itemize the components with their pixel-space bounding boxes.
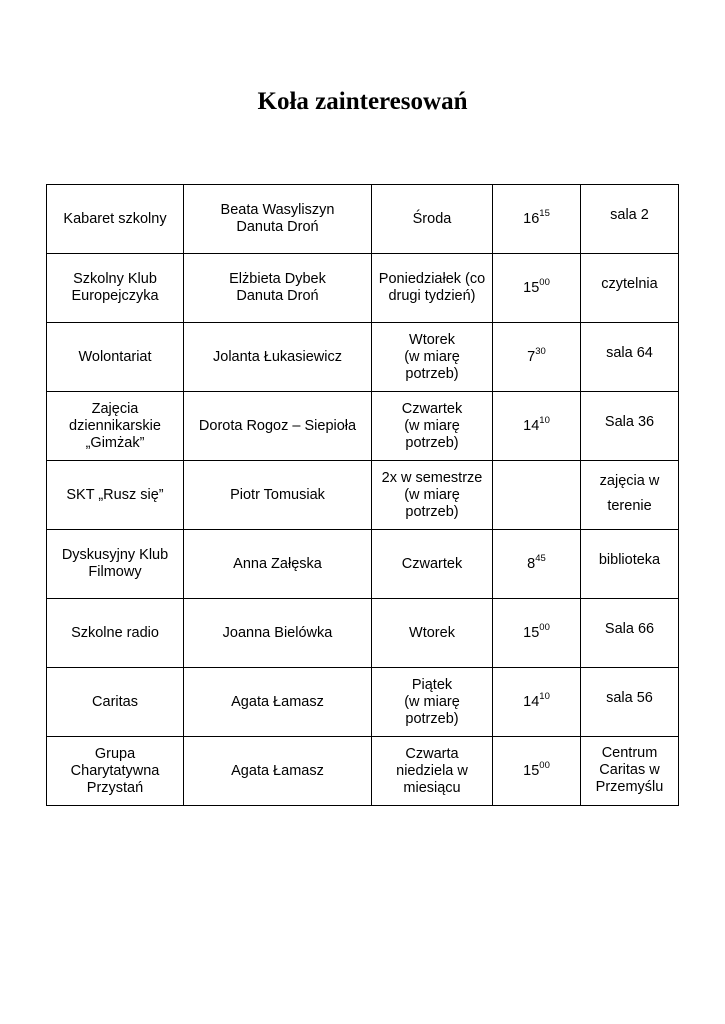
schedule-table <box>46 184 679 806</box>
day-cell-line: (w miarę <box>404 417 460 434</box>
leaders-cell-line: Agata Łamasz <box>231 762 324 779</box>
club-name-cell <box>47 323 184 392</box>
time-cell <box>493 461 581 530</box>
day-cell-line: Czwartek <box>401 555 463 572</box>
day-cell-line: Środa <box>412 210 452 227</box>
day-cell-line: Piątek <box>411 676 453 693</box>
leaders-cell-line: Anna Załęska <box>233 555 322 572</box>
day-cell-line: niedziela w <box>396 762 468 779</box>
room-cell-line: sala 2 <box>610 207 649 223</box>
room-cell-line: zajęcia w <box>599 473 660 489</box>
day-cell-line: 2x w semestrze <box>381 469 483 486</box>
leaders-cell-line: Danuta Droń <box>236 219 319 235</box>
club-name-cell <box>47 461 184 530</box>
club-name-cell-line: Zajęcia <box>91 400 139 417</box>
day-cell-line: (w miarę <box>404 693 460 710</box>
day-cell-line: Wtorek <box>409 624 455 641</box>
time-cell <box>493 668 581 737</box>
club-name-cell-line: Caritas <box>92 693 138 710</box>
day-cell <box>372 668 493 737</box>
leaders-cell <box>184 668 372 737</box>
day-cell-line: (w miarę <box>404 348 460 365</box>
club-name-cell-line: SKT „Rusz się” <box>66 486 164 503</box>
leaders-cell <box>184 737 372 806</box>
room-cell-line: Caritas w <box>599 762 660 778</box>
time-hour: 14 <box>523 693 540 710</box>
club-name-cell-line: Wolontariat <box>78 348 152 365</box>
club-name-cell-line: Dyskusyjny Klub <box>61 547 169 563</box>
time-cell <box>493 530 581 599</box>
club-name-cell <box>47 392 184 461</box>
leaders-cell-line: Danuta Droń <box>236 288 319 304</box>
club-name-cell-line: Szkolny Klub <box>73 271 157 287</box>
time-cell <box>493 392 581 461</box>
day-cell-line: Wtorek <box>409 331 455 348</box>
table-row <box>47 530 679 599</box>
room-cell-line: terenie <box>607 498 652 514</box>
leaders-cell <box>184 530 372 599</box>
room-cell-line: Przemyślu <box>595 779 664 795</box>
room-cell <box>581 185 679 254</box>
leaders-cell <box>184 323 372 392</box>
time-minutes: 30 <box>535 345 546 357</box>
leaders-cell-line: Piotr Tomusiak <box>230 486 325 503</box>
leaders-cell <box>184 599 372 668</box>
time-hour: 8 <box>527 555 536 572</box>
room-cell <box>581 254 679 323</box>
room-cell <box>581 599 679 668</box>
room-cell-line: Centrum <box>601 745 658 761</box>
day-cell-line: potrzeb) <box>405 503 459 520</box>
room-cell <box>581 668 679 737</box>
room-cell <box>581 530 679 599</box>
club-name-cell-line: Charytatywna <box>70 762 160 779</box>
day-cell-line: potrzeb) <box>405 365 459 382</box>
time-hour: 15 <box>523 624 540 641</box>
club-name-cell-line: Europejczyka <box>71 288 159 304</box>
time-hour: 15 <box>523 279 540 296</box>
time-cell <box>493 599 581 668</box>
time-hour: 15 <box>523 762 540 779</box>
day-cell <box>372 599 493 668</box>
room-cell <box>581 323 679 392</box>
club-name-cell <box>47 599 184 668</box>
club-name-cell-line: Kabaret szkolny <box>63 210 167 227</box>
schedule-body <box>47 185 679 806</box>
table-row <box>47 461 679 530</box>
day-cell-line: miesiącu <box>403 779 461 796</box>
day-cell <box>372 392 493 461</box>
time-minutes: 00 <box>539 276 550 288</box>
table-row <box>47 392 679 461</box>
time-hour: 7 <box>527 348 536 365</box>
day-cell-line: drugi tydzień) <box>388 288 476 304</box>
table-row <box>47 599 679 668</box>
time-cell <box>493 254 581 323</box>
club-name-cell-line: dziennikarskie <box>69 417 161 434</box>
day-cell-line: potrzeb) <box>405 710 459 727</box>
day-cell <box>372 323 493 392</box>
table-row <box>47 254 679 323</box>
table-row <box>47 668 679 737</box>
club-name-cell-line: Filmowy <box>88 564 142 580</box>
club-name-cell-line: Grupa <box>94 745 136 762</box>
table-row <box>47 185 679 254</box>
time-minutes: 15 <box>539 207 550 219</box>
time-minutes: 00 <box>539 621 550 633</box>
club-name-cell <box>47 530 184 599</box>
page-title: Koła zainteresowań <box>257 88 468 115</box>
room-cell-line: biblioteka <box>598 552 661 568</box>
leaders-cell-line: Beata Wasyliszyn <box>220 202 335 218</box>
time-hour: 16 <box>523 210 540 227</box>
club-name-cell-line: „Gimżak” <box>85 434 145 451</box>
day-cell-line: potrzeb) <box>405 434 459 451</box>
leaders-cell-line: Jolanta Łukasiewicz <box>213 348 342 365</box>
table-row <box>47 737 679 806</box>
day-cell <box>372 530 493 599</box>
club-name-cell-line: Szkolne radio <box>71 624 159 641</box>
day-cell <box>372 185 493 254</box>
room-cell <box>581 461 679 530</box>
club-name-cell <box>47 737 184 806</box>
room-cell-line: Sala 66 <box>604 621 655 637</box>
room-cell <box>581 392 679 461</box>
leaders-cell-line: Joanna Bielówka <box>222 624 333 641</box>
time-cell <box>493 323 581 392</box>
room-cell-line: sala 56 <box>606 690 653 706</box>
club-name-cell <box>47 668 184 737</box>
leaders-cell <box>184 185 372 254</box>
leaders-cell-line: Dorota Rogoz – Siepioła <box>198 417 357 434</box>
time-minutes: 00 <box>539 759 550 771</box>
time-minutes: 10 <box>539 690 550 702</box>
day-cell-line: Czwartek <box>401 400 463 417</box>
club-name-cell <box>47 254 184 323</box>
leaders-cell-line: Elżbieta Dybek <box>229 271 326 287</box>
time-minutes: 45 <box>535 552 546 564</box>
time-minutes: 10 <box>539 414 550 426</box>
leaders-cell <box>184 392 372 461</box>
club-name-cell <box>47 185 184 254</box>
room-cell <box>581 737 679 806</box>
day-cell <box>372 254 493 323</box>
room-cell-line: sala 64 <box>606 345 653 361</box>
time-cell <box>493 737 581 806</box>
leaders-cell-line: Agata Łamasz <box>231 693 324 710</box>
club-name-cell-line: Przystań <box>86 779 144 796</box>
day-cell <box>372 461 493 530</box>
leaders-cell <box>184 254 372 323</box>
day-cell-line: (w miarę <box>404 486 460 503</box>
time-cell <box>493 185 581 254</box>
day-cell-line: Czwarta <box>405 745 459 762</box>
day-cell <box>372 737 493 806</box>
day-cell-line: Poniedziałek (co <box>378 271 486 287</box>
leaders-cell <box>184 461 372 530</box>
room-cell-line: czytelnia <box>601 276 658 292</box>
room-cell-line: Sala 36 <box>604 414 655 430</box>
table-row <box>47 323 679 392</box>
time-hour: 14 <box>523 417 540 434</box>
